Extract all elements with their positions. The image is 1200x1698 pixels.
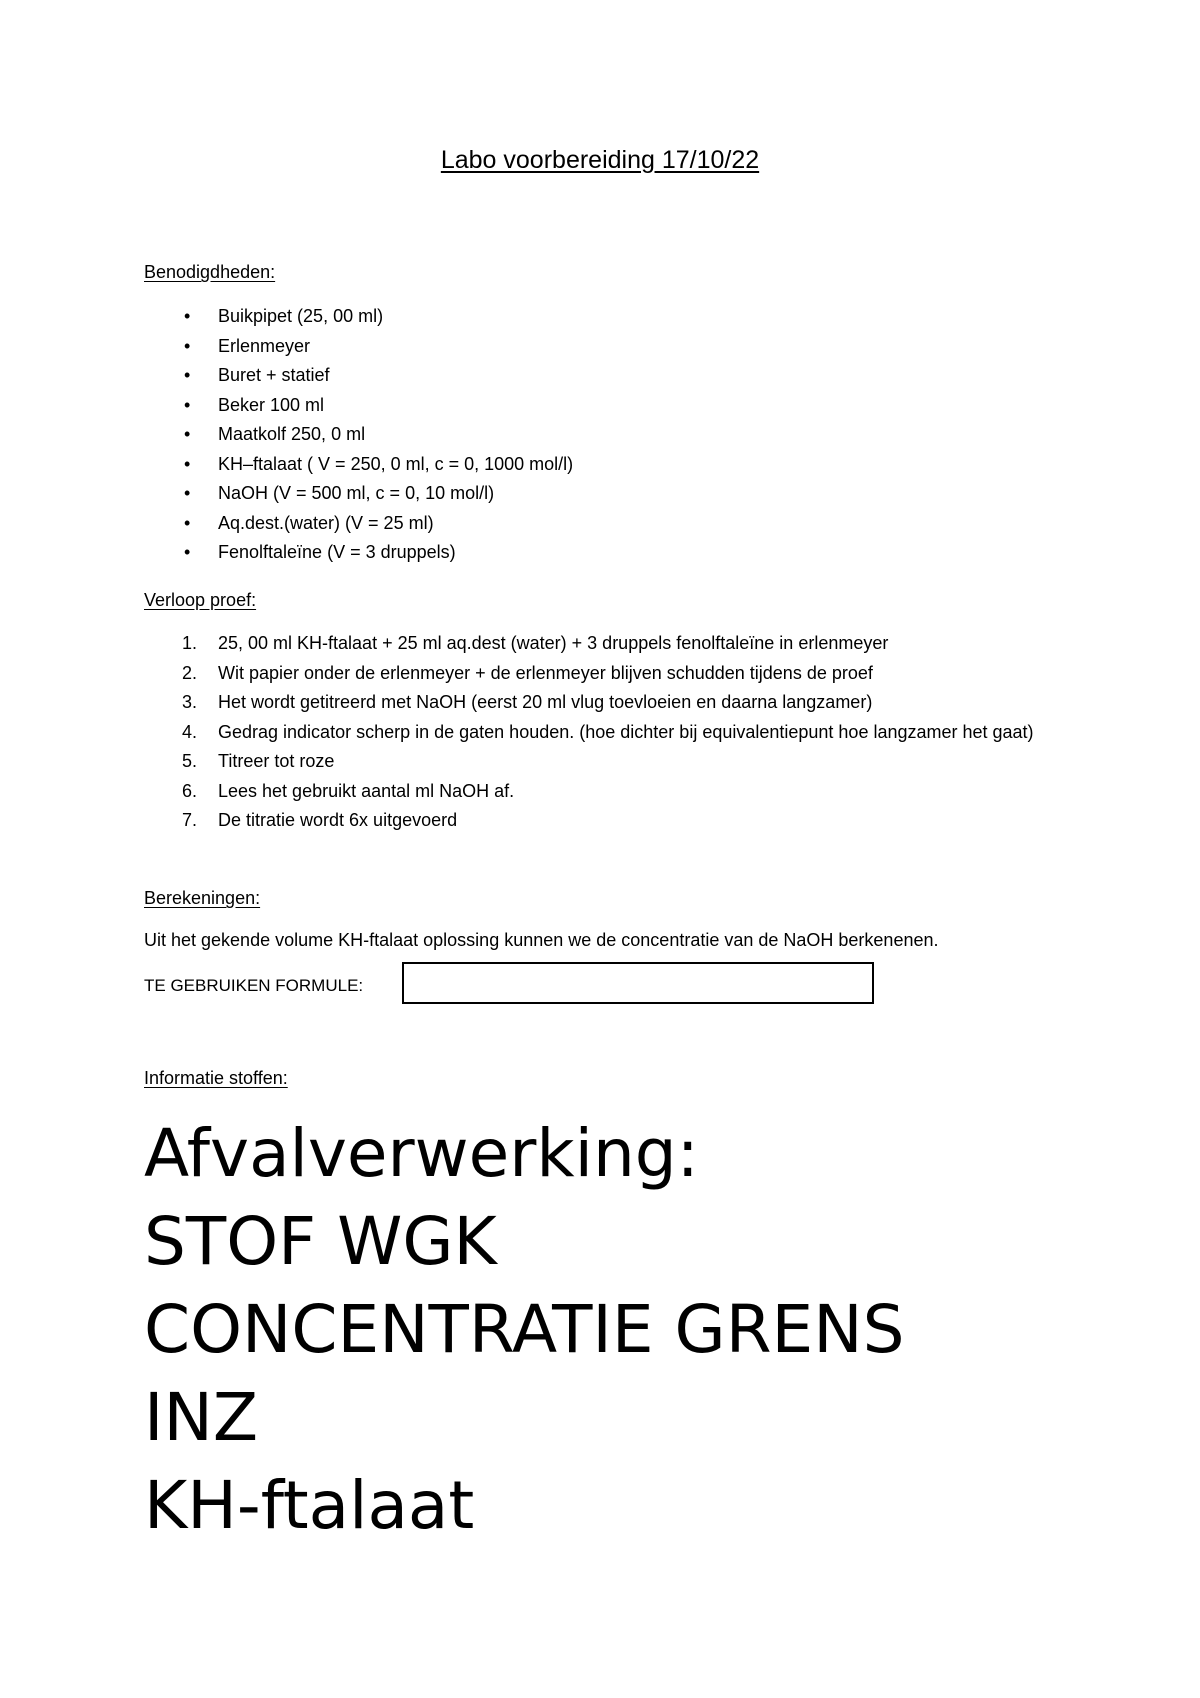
step-item: 5. Titreer tot roze [182, 751, 335, 771]
list-item: • Beker 100 ml [144, 391, 573, 421]
bullet-icon: • [184, 365, 191, 385]
bullet-icon: • [184, 453, 191, 474]
list-item: • NaOH (V = 500 ml, c = 0, 10 mol/l) [144, 479, 573, 509]
formula-box[interactable] [402, 962, 874, 1004]
step-item: 2. Wit papier onder de erlenmeyer + de erlenmeyer blijven schudden tijdens de proef [182, 662, 873, 683]
big-heading-inz: INZ [144, 1379, 259, 1456]
step-item: 1. 25, 00 ml KH-ftalaat + 25 ml aq.dest (water) + 3 druppels fenolftaleïne in erlenmeyer [182, 633, 889, 653]
verloop-steps [144, 629, 1138, 836]
step-item: 6. Lees het gebruikt aantal ml NaOH af. [182, 780, 515, 801]
bullet-icon: • [184, 483, 191, 503]
bullet-icon: • [184, 512, 191, 533]
list-item: • Aq.dest.(water) (V = 25 ml) [144, 509, 573, 539]
bullet-icon: • [184, 394, 191, 415]
document-title: Labo voorbereiding 17/10/22 [440, 146, 760, 174]
bullet-icon: • [184, 335, 191, 356]
big-heading-kh-ftalaat: KH-ftalaat [144, 1467, 475, 1544]
formula-label: TE GEBRUIKEN FORMULE: [144, 976, 364, 995]
berekeningen-heading: Berekeningen: [144, 888, 261, 908]
list-item: • KH–ftalaat ( V = 250, 0 ml, c = 0, 1000 mol/l) [144, 450, 573, 480]
big-heading-concentratie-grens: CONCENTRATIE GRENS [144, 1291, 905, 1368]
big-heading-afvalverwerking: Afvalverwerking: [144, 1115, 699, 1192]
afvalverwerking-block [144, 1110, 905, 1550]
big-heading-stof-wgk: STOF WGK [144, 1203, 497, 1280]
step-item: 3. Het wordt getitreerd met NaOH (eerst 20 ml vlug toevloeien en daarna langzamer) [182, 692, 873, 712]
list-item: • Fenolftaleïne (V = 3 druppels) [144, 538, 573, 568]
benodigdheden-list [144, 302, 573, 568]
bullet-icon: • [184, 542, 191, 562]
verloop-heading: Verloop proef: [144, 590, 257, 610]
step-item: 4. Gedrag indicator scherp in de gaten houden. (hoe dichter bij equivalentiepunt hoe langzamer het gaat) [182, 721, 1034, 742]
benodigdheden-heading: Benodigdheden: [144, 262, 276, 282]
list-item: • Erlenmeyer [144, 332, 573, 362]
list-item: • Buret + statief [144, 361, 573, 391]
informatie-heading: Informatie stoffen: [144, 1068, 288, 1088]
list-item: • Buikpipet (25, 00 ml) [144, 302, 573, 332]
bullet-icon: • [184, 424, 191, 444]
bullet-icon: • [184, 306, 191, 326]
step-item: 7. De titratie wordt 6x uitgevoerd [182, 810, 458, 830]
berekeningen-text: Uit het gekende volume KH-ftalaat oplossing kunnen we de concentratie van de NaOH berkenenen. [144, 930, 939, 950]
list-item: • Maatkolf 250, 0 ml [144, 420, 573, 450]
